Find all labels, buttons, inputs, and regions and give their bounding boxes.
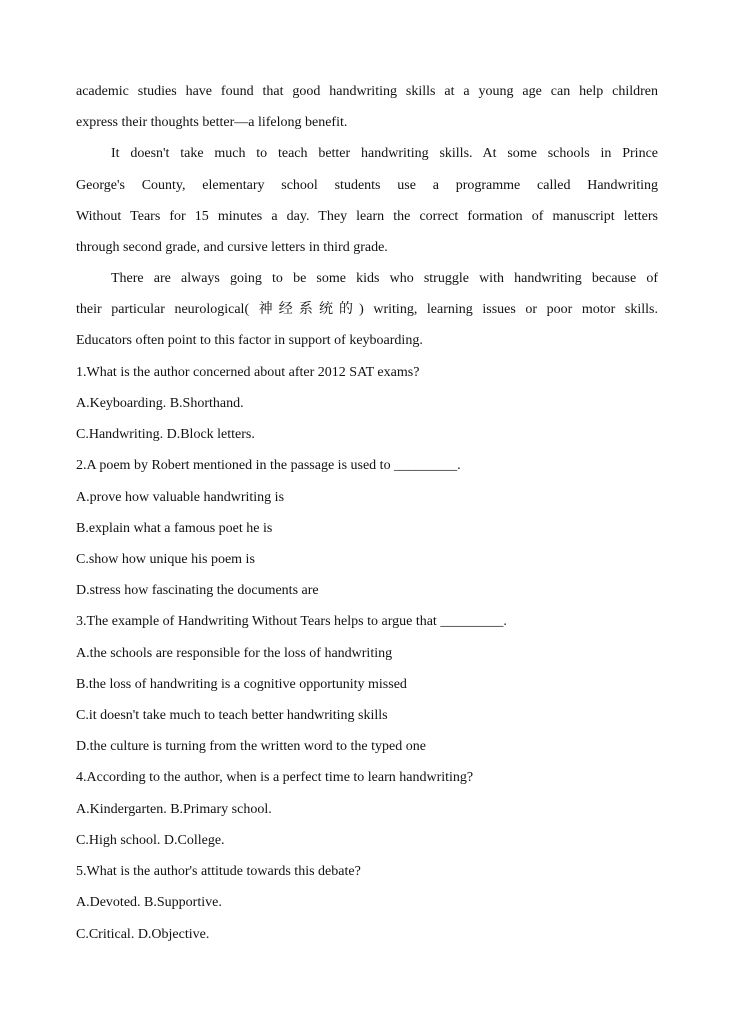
question-2-stem: 2.A poem by Robert mentioned in the passage is used to _________. [76,458,461,473]
question-3-option-a: A.the schools are responsible for the loss of handwriting [76,646,393,661]
question-3-option-c: C.it doesn't take much to teach better handwriting skills [76,708,388,723]
paragraph-3-line-3: Educators often point to this factor in support of keyboarding. [76,333,423,348]
paragraph-3-line-2: their particular neurological( 神经系统的) writing, learning issues or poor motor skills. [76,302,658,317]
question-5-option-line: C.Critical. D.Objective. [76,927,210,942]
paragraph-2-line-3: Without Tears for 15 minutes a day. They learn the correct formation of manuscript letters [76,209,658,224]
question-4-option-line: A.Kindergarten. B.Primary school. [76,802,272,817]
question-3-stem: 3.The example of Handwriting Without Tears helps to argue that _________. [76,614,507,629]
paragraph-2-line-4: through second grade, and cursive letters in third grade. [76,240,388,255]
question-2-option-b: B.explain what a famous poet he is [76,521,273,536]
question-4-option-line: C.High school. D.College. [76,833,225,848]
question-4-stem: 4.According to the author, when is a perfect time to learn handwriting? [76,770,474,785]
paragraph-1-line-1: academic studies have found that good handwriting skills at a young age can help children [76,84,658,99]
question-1-stem: 1.What is the author concerned about after 2012 SAT exams? [76,365,420,380]
question-3-option-d: D.the culture is turning from the written word to the typed one [76,739,426,754]
paragraph-1-line-2: express their thoughts better—a lifelong benefit. [76,115,348,130]
question-1-option-line: A.Keyboarding. B.Shorthand. [76,396,244,411]
paragraph-2-line-1: It doesn't take much to teach better handwriting skills. At some schools in Prince [111,146,658,161]
question-5-option-line: A.Devoted. B.Supportive. [76,895,222,910]
question-1-option-line: C.Handwriting. D.Block letters. [76,427,255,442]
paragraph-3-line-1: There are always going to be some kids who struggle with handwriting because of [111,271,658,286]
question-3-option-b: B.the loss of handwriting is a cognitive opportunity missed [76,677,407,692]
question-2-option-d: D.stress how fascinating the documents are [76,583,319,598]
question-2-option-c: C.show how unique his poem is [76,552,255,567]
question-5-stem: 5.What is the author's attitude towards this debate? [76,864,361,879]
question-2-option-a: A.prove how valuable handwriting is [76,490,285,505]
paragraph-2-line-2: George's County, elementary school students use a programme called Handwriting [76,178,658,193]
